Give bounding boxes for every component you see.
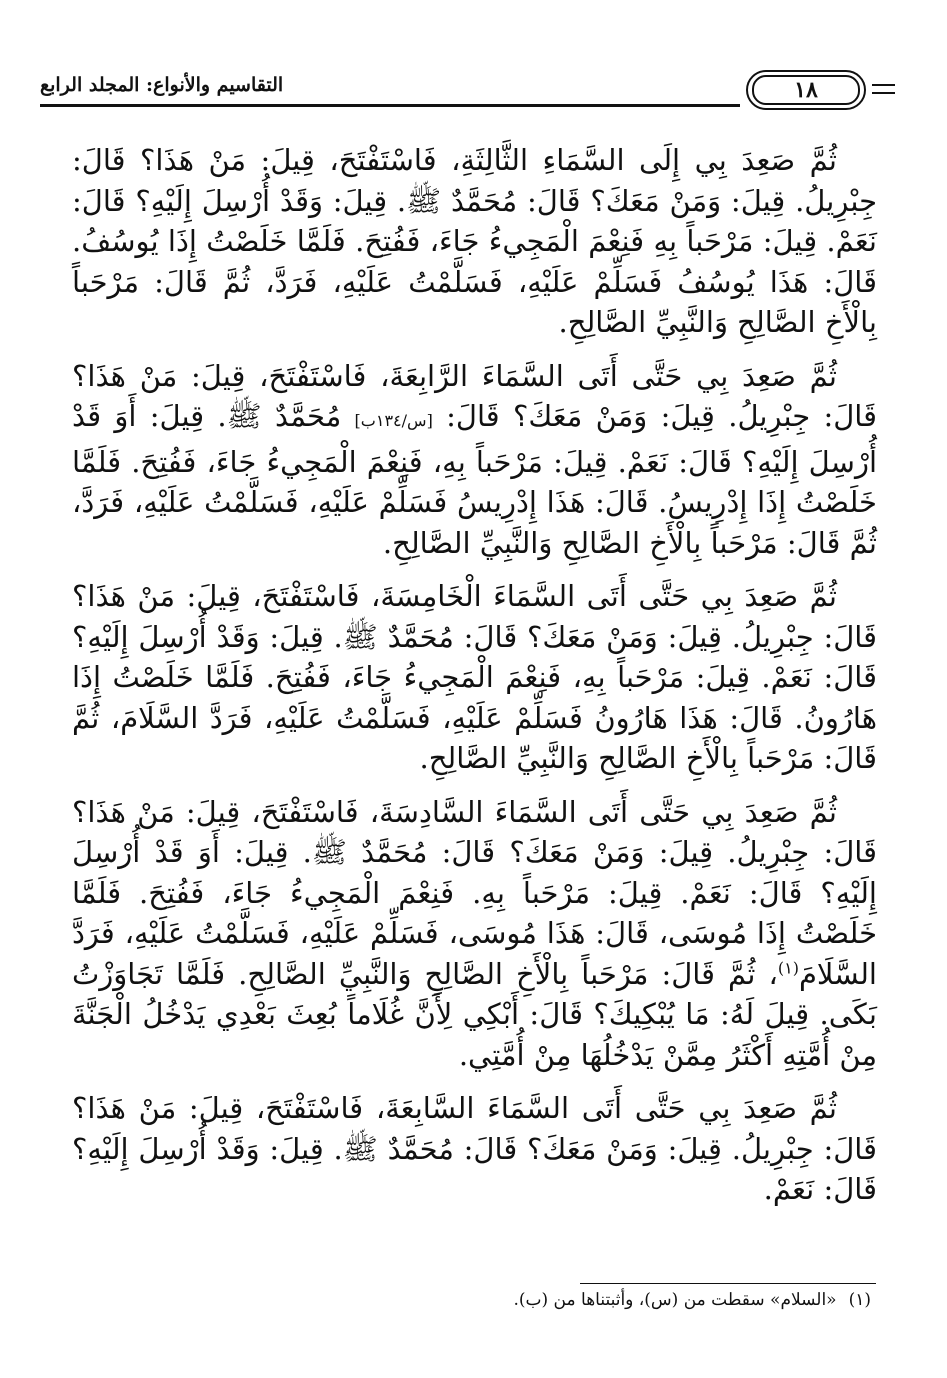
header-rule (40, 104, 740, 107)
paragraph-sixth-heaven (72, 792, 877, 1076)
header-dash (872, 84, 895, 86)
paragraph-text: ثُمَّ صَعِدَ بِي حَتَّى أَتَى السَّمَاءَ الرَّابِعَةَ، فَاسْتَفْتَحَ، قِيلَ: مَنْ هَذَا؟ قَالَ: جِبْرِيلُ. قِيلَ: وَمَنْ مَعَكَ؟ قَالَ: (72, 358, 878, 433)
main-text (72, 140, 877, 1223)
running-title: التقاسيم والأنواع: المجلد الرابع (40, 74, 284, 96)
paragraph-text: ، ثُمَّ قَالَ: مَرْحَباً بِالْأَخِ الصَّالِحِ وَالنَّبِيِّ الصَّالِحِ. فَلَمَّا تَجَاوَزْتُ بَكَى. قِيلَ لَهُ: مَا يُبْكِيكَ؟ قَالَ: أَبْكِي لِأَنَّ غُلَاماً بُعِثَ بَعْدِي يَدْخُلُ الْجَنَّةَ مِنْ أُمَّتِهِ أَكْثَرُ مِمَّنْ يَدْخُلُهَا مِنْ أُمَّتِي. (72, 956, 877, 1072)
page-number: ١٨ (752, 75, 860, 105)
paragraph-fourth-heaven (72, 356, 877, 564)
footnote (513, 1290, 871, 1310)
footnote-reference[interactable]: (١) (777, 957, 799, 977)
paragraph-text: ثُمَّ صَعِدَ بِي حَتَّى أَتَى السَّمَاءَ السَّادِسَةَ، فَاسْتَفْتَحَ، قِيلَ: مَنْ هَذَا؟ قَالَ: جِبْرِيلُ. قِيلَ: وَمَنْ مَعَكَ؟ قَالَ: مُحَمَّدٌ ﷺ. قِيلَ: أَوَ قَدْ أُرْسِلَ إِلَيْهِ؟ قَالَ: نَعَمْ. قِيلَ: مَرْحَباً بِهِ. فَنِعْمَ الْمَجِيءُ جَاءَ، فَفُتِحَ. فَلَمَّا خَلَصْتُ إِذَا مُوسَى، قَالَ: هَذَا مُوسَى، فَسَلِّمْ عَلَيْهِ، فَسَلَّمْتُ عَلَيْهِ، فَرَدَّ السَّلَامَ (72, 794, 877, 991)
footnote-separator (580, 1283, 876, 1284)
manuscript-folio-marker: [س/١٣٤ب] (354, 411, 433, 430)
page-header (40, 70, 895, 118)
header-dash (872, 92, 895, 94)
page-number-badge (746, 70, 866, 110)
paragraph-fifth-heaven: ثُمَّ صَعِدَ بِي حَتَّى أَتَى السَّمَاءَ الْخَامِسَةَ، فَاسْتَفْتَحَ، قِيلَ: مَنْ هَذَا؟ قَالَ: جِبْرِيلُ. قِيلَ: وَمَنْ مَعَكَ؟ قَالَ: مُحَمَّدٌ ﷺ. قِيلَ: وَقَدْ أُرْسِلَ إِلَيْهِ؟ قَالَ: نَعَمْ. قِيلَ: مَرْحَباً بِهِ، فَنِعْمَ الْمَجِيءُ جَاءَ، فَفُتِحَ. فَلَمَّا خَلَصْتُ إِذَا هَارُونُ. قَالَ: هَذَا هَارُونُ فَسَلِّمْ عَلَيْهِ، فَسَلَّمْتُ عَلَيْهِ، فَرَدَّ السَّلَامَ، ثُمَّ قَالَ: مَرْحَباً بِالْأَخِ الصَّالِحِ وَالنَّبِيِّ الصَّالِحِ. (72, 579, 877, 775)
paragraph-seventh-heaven: ثُمَّ صَعِدَ بِي حَتَّى أَتَى السَّمَاءَ السَّابِعَةَ، فَاسْتَفْتَحَ، قِيلَ: مَنْ هَذَا؟ قَالَ: جِبْرِيلُ. قِيلَ: وَمَنْ مَعَكَ؟ قَالَ: مُحَمَّدٌ ﷺ. قِيلَ: وَقَدْ أُرْسِلَ إِلَيْهِ؟ قَالَ: نَعَمْ. (72, 1091, 877, 1206)
footnote-number: (١) (848, 1290, 871, 1310)
paragraph-third-heaven: ثُمَّ صَعِدَ بِي إِلَى السَّمَاءِ الثَّالِثَةِ، فَاسْتَفْتَحَ، قِيلَ: مَنْ هَذَا؟ قَالَ: جِبْرِيلُ. قِيلَ: وَمَنْ مَعَكَ؟ قَالَ: مُحَمَّدٌ ﷺ. قِيلَ: وَقَدْ أُرْسِلَ إِلَيْهِ؟ قَالَ: نَعَمْ. قِيلَ: مَرْحَباً بِهِ فَنِعْمَ الْمَجِيءُ جَاءَ، فَفُتِحَ. فَلَمَّا خَلَصْتُ إِذَا يُوسُفُ. قَالَ: هَذَا يُوسُفُ فَسَلِّمْ عَلَيْهِ، فَسَلَّمْتُ عَلَيْهِ، فَرَدَّ، ثُمَّ قَالَ: مَرْحَباً بِالْأَخِ الصَّالِحِ وَالنَّبِيِّ الصَّالِحِ. (72, 143, 877, 339)
paragraph-text: مُحَمَّدٌ ﷺ. قِيلَ: أَوَ قَدْ أُرْسِلَ إِلَيْهِ؟ قَالَ: نَعَمْ. قِيلَ: مَرْحَباً بِهِ، فَنِعْمَ الْمَجِيءُ جَاءَ، فَفُتِحَ. فَلَمَّا خَلَصْتُ إِذَا إِدْرِيسُ. قَالَ: هَذَا إِدْرِيسُ فَسَلِّمْ عَلَيْهِ، فَسَلَّمْتُ عَلَيْهِ، فَرَدَّ، ثُمَّ قَالَ: مَرْحَباً بِالْأَخِ الصَّالِحِ وَالنَّبِيِّ الصَّالِحِ. (72, 399, 877, 560)
footnote-text: «السلام» سقطت من (س)، وأثبتناها من (ب). (513, 1290, 837, 1310)
